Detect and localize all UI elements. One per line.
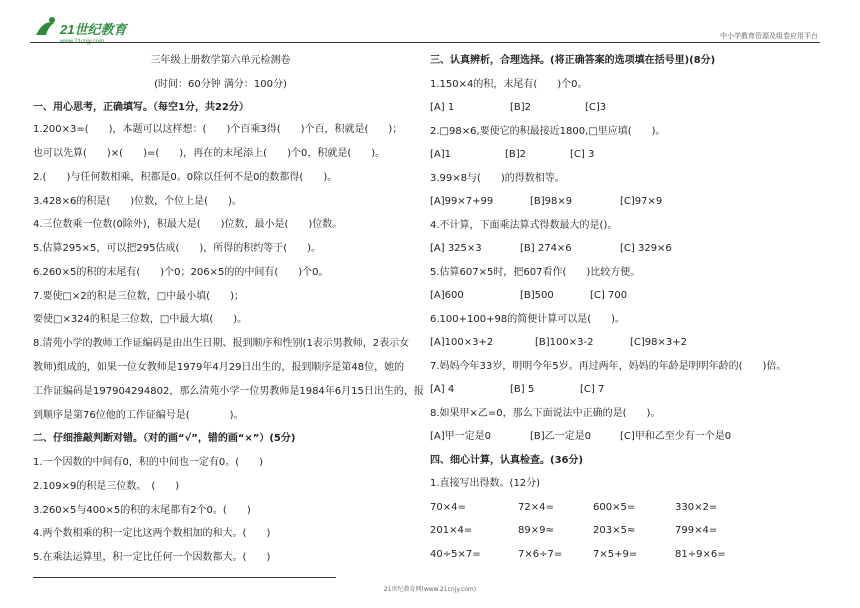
question-8c: 工作证编码是197904294802，那么清苑小学一位男教师是1984年6月15日出生的，报 [33, 386, 424, 397]
choice-8: 8.如果甲×乙=0，那么下面说法中正确的是( )。 [430, 408, 661, 419]
option-c: [C] 700 [590, 290, 628, 301]
option-c: [C]甲和乙至少有一个是0 [620, 431, 732, 442]
option-a: [A]1 [430, 149, 452, 160]
question-2: 2.( )与任何数相乘，积都是0。0除以任何不是0的数都得( )。 [33, 172, 338, 183]
option-b: [B] 5 [510, 384, 535, 395]
option-b: [B]2 [505, 149, 527, 160]
logo-subtext: www.21cnjy.com [60, 39, 105, 45]
choice-7: 7.妈妈今年33岁，明明今年5岁。再过两年，妈妈的年龄是明明年龄的( )倍。 [430, 361, 787, 372]
calc-item: 7×6÷7= [518, 549, 563, 560]
section-3-heading: 三、认真辨析，合理选择。(将正确答案的选项填在括号里)(8分) [430, 55, 716, 66]
calc-item: 72×4= [518, 502, 554, 513]
question-8a: 8.清苑小学的教师工作证编码是由出生日期、报到顺序和性别(1表示男教师，2表示女 [33, 338, 410, 349]
header-platform-text: 中小学教育资源及组卷应用平台 [720, 32, 818, 40]
option-c: [C] 7 [580, 384, 605, 395]
option-a: [A] 325×3 [430, 243, 482, 254]
judge-1: 1.一个因数的中间有0，积的中间也一定有0。( ) [33, 457, 264, 468]
judge-5: 5.在乘法运算里，积一定比任何一个因数都大。( ) [33, 552, 271, 563]
question-8d: 到顺序是第76位他的工作证编号是( )。 [33, 410, 244, 421]
option-b: [B]100×3-2 [535, 337, 594, 348]
judge-4: 4.两个数相乘的积一定比这两个数相加的和大。( ) [33, 528, 271, 539]
logo-text: 21世纪教育 [60, 22, 127, 37]
option-a: [A]600 [430, 290, 464, 301]
choice-4: 4.不计算，下面乘法算式得数最大的是()。 [430, 220, 618, 231]
footer-divider [33, 577, 336, 578]
calc-item: 40÷5×7= [430, 549, 481, 560]
section-2-heading: 二、仔细推敲判断对错。（对的画“√”，错的画“×”）(5分) [33, 433, 296, 444]
option-c: [C] 3 [570, 149, 595, 160]
calc-item: 201×4= [430, 525, 473, 536]
section-1-heading: 一、用心思考，正确填写。（每空1分，共22分） [33, 102, 249, 113]
footer-text: 21世纪教育网(www.21cnjy.com) [383, 586, 477, 593]
option-b: [B]2 [510, 102, 532, 113]
calc-item: 70×4= [430, 502, 466, 513]
question-1b: 也可以先算( )×( )=( )，再在的末尾添上( )个0，积就是( )。 [33, 148, 386, 159]
option-a: [A] 1 [430, 102, 455, 113]
judge-3: 3.260×5与400×5的积的末尾都有2个0。( ) [33, 505, 251, 516]
section-4-heading: 四、细心计算，认真检查。(36分) [430, 455, 584, 466]
choice-5: 5.估算607×5时，把607看作( )比较方便。 [430, 267, 641, 278]
judge-2: 2.109×9的积是三位数。 ( ) [33, 481, 180, 492]
option-c: [C]98×3+2 [630, 337, 687, 348]
calc-item: 81÷9×6= [675, 549, 726, 560]
runner-logo-mark [36, 22, 54, 35]
option-a: [A]99×7+99 [430, 196, 494, 207]
choice-2: 2.□98×6,要使它的积最接近1800,□里应填( )。 [430, 126, 666, 137]
choice-1: 1.150×4的积，末尾有( )个0。 [430, 79, 588, 90]
option-a: [A]甲一定是0 [430, 431, 492, 442]
question-4: 4.三位数乘一位数(0除外)，积最大是( )位数，最小是( )位数。 [33, 219, 343, 230]
option-c: [C]3 [585, 102, 607, 113]
calc-item: 203×5≈ [593, 525, 636, 536]
option-c: [C] 329×6 [620, 243, 672, 254]
question-1a: 1.200×3=( )，本题可以这样想：( )个百乘3得( )个百，积就是( )； [33, 124, 403, 135]
calc-item: 330×2= [675, 502, 718, 513]
header-divider [30, 42, 820, 43]
exam-title: 三年级上册数学第六单元检测卷 [150, 55, 291, 66]
option-c: [C]97×9 [620, 196, 663, 207]
option-b: [B]500 [520, 290, 554, 301]
option-a: [A]100×3+2 [430, 337, 494, 348]
choice-3: 3.99×8与( )的得数相等。 [430, 173, 565, 184]
option-a: [A] 4 [430, 384, 455, 395]
choice-6: 6.100+100+98的简便计算可以是( )。 [430, 314, 625, 325]
calc-item: 799×4= [675, 525, 718, 536]
question-5: 5.估算295×5，可以把295估成( )，所得的积约等于( )。 [33, 243, 322, 254]
question-8b: 教师)组成的，如果一位女教师是1979年4月29日出生的，报到顺序是第48位，她的 [33, 362, 405, 373]
question-7a: 7.要使□×2的积是三位数，□中最小填( )； [33, 291, 244, 302]
calc-item: 7×5+9= [593, 549, 638, 560]
option-b: [B]98×9 [530, 196, 573, 207]
question-3: 3.428×6的积是( )位数，个位上是( )。 [33, 196, 242, 207]
question-6: 6.260×5的积的末尾有( )个0；206×5的的中间有( )个0。 [33, 267, 329, 278]
calc-instruction: 1.直接写出得数。(12分) [430, 478, 541, 489]
option-b: [B] 274×6 [520, 243, 572, 254]
option-b: [B]乙一定是0 [530, 431, 592, 442]
exam-subtitle: (时间：60分钟 满分：100分) [154, 79, 287, 90]
calc-item: 600×5= [593, 502, 636, 513]
calc-item: 89×9≈ [518, 525, 554, 536]
question-7b: 要使□×324的积是三位数，□中最大填( )。 [33, 314, 248, 325]
